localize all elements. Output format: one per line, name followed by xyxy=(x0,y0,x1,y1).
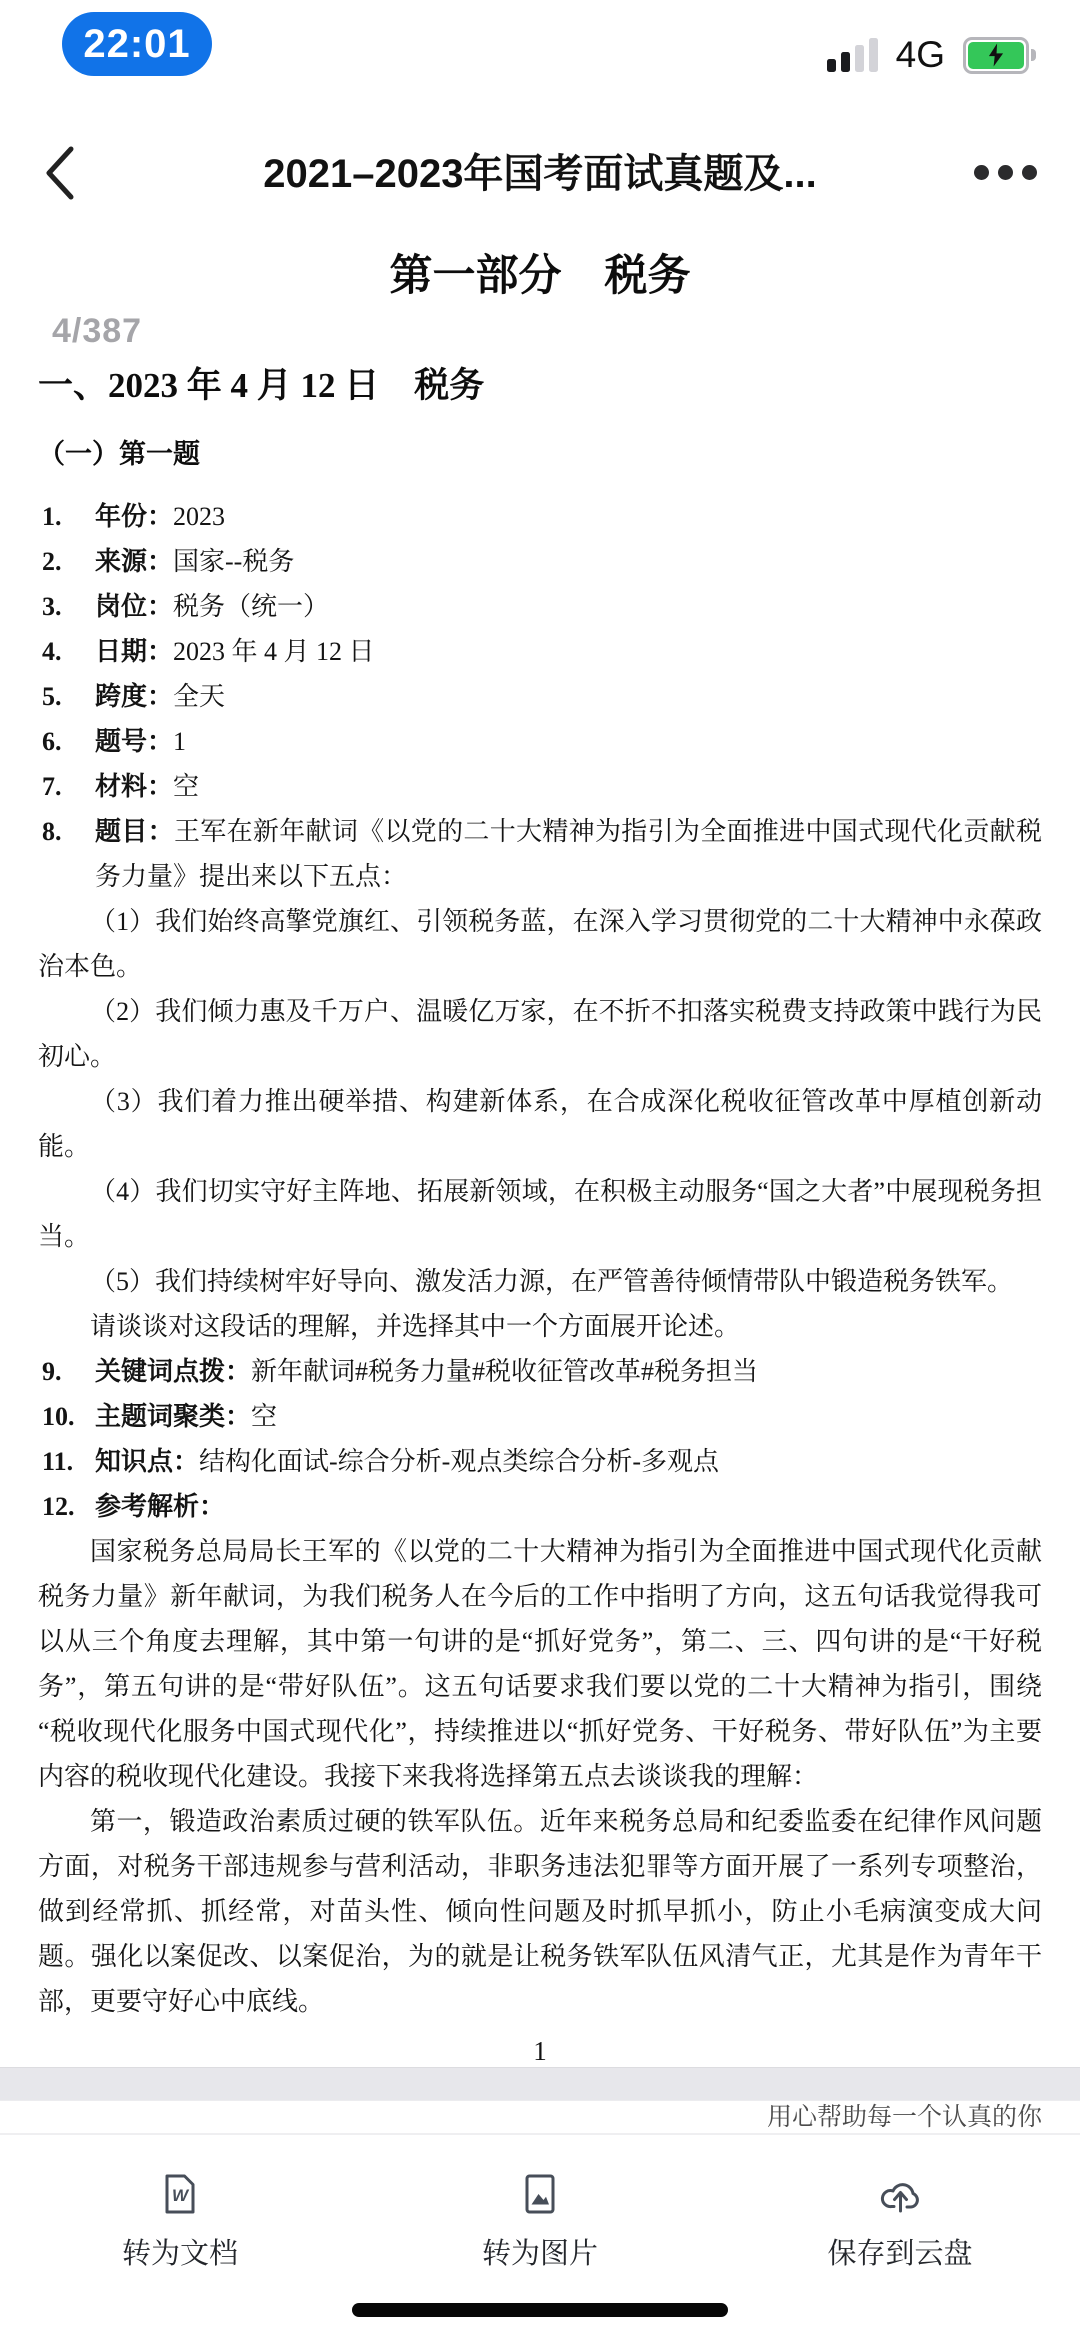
page-indicator-badge: 4/387 xyxy=(52,312,143,350)
question-point: （1）我们始终高擎党旗红、引领税务蓝，在深入学习贯彻党的二十大精神中永葆政治本色。 xyxy=(38,907,1042,981)
back-button[interactable] xyxy=(30,138,90,208)
analysis-paragraph: 国家税务总局局长王军的《以党的二十大精神为指引为全面推进中国式现代化贡献税务力量》新年献词，为我们税务人在今后的工作中指明了方向，这五句话我觉得我可以从三个角度去理解，其中第一句讲的是“抓好党务”，第二、三、四句讲的是“干好税务”，第五句讲的是“带好队伍”。这五句话要求我们要以党的二十大精神为指引，围绕“税收现代化服务中国式现代化”，持续推进以“抓好党务、干好税务、带好队伍”为主要内容的税收现代化建设。我接下来我将选择第五点去谈谈我的理解： xyxy=(38,1537,1042,1791)
list-item: 5. 跨度：全天 xyxy=(42,681,226,711)
nav-bar xyxy=(0,110,1080,234)
ellipsis-icon xyxy=(974,165,989,180)
list-item: 12. 参考解析： xyxy=(42,1491,226,1521)
list-item: 1. 年份：2023 xyxy=(42,501,226,531)
lightning-bolt-icon xyxy=(986,43,1006,67)
question-point: （5）我们持续树牢好导向、激发活力源，在严管善待倾情带队中锻造税务铁军。 xyxy=(90,1267,1014,1296)
part-heading: 第一部分 税务 xyxy=(389,252,691,300)
analysis-paragraph: 第一，锻造政治素质过硬的铁军队伍。近年来税务总局和纪委监委在纪律作风问题方面，对税务干部违规参与营利活动，非职务违法犯罪等方面开展了一系列专项整治，做到经常抓、抓经常，对苗头性、倾向性问题及时抓早抓小，防止小毛病演变成大问题。强化以案促改、以案促治，为的就是让税务铁军队伍风清气正，尤其是作为青年干部，更要守好心中底线。 xyxy=(38,1807,1042,2016)
section-heading: 一、2023 年 4 月 12 日 税务 xyxy=(38,366,485,405)
more-options-button[interactable] xyxy=(970,150,1040,194)
list-item: 4. 日期：2023 年 4 月 12 日 xyxy=(42,636,375,666)
save-to-cloud-button[interactable] xyxy=(720,2135,1080,2337)
battery-charging-icon xyxy=(963,37,1036,74)
svg-text:W: W xyxy=(171,2186,189,2205)
status-time: 22:01 xyxy=(83,21,191,66)
list-item: 8. 题目：王军在新年献词《以党的二十大精神为指引为全面推进中国式现代化贡献税务力量》提出来以下五点： xyxy=(42,816,1042,891)
question-point: （4）我们切实守好主阵地、拓展新领域，在积极主动服务“国之大者”中展现税务担当。 xyxy=(38,1177,1042,1251)
chevron-left-icon xyxy=(43,143,77,203)
word-document-icon xyxy=(157,2171,203,2217)
list-item: 11. 知识点：结构化面试-综合分析-观点类综合分析-多观点 xyxy=(42,1446,719,1476)
question-point: （2）我们倾力惠及千万户、温暖亿万家，在不折不扣落实税费支持政策中践行为民初心。 xyxy=(38,997,1042,1071)
tool-button-label: 转为文档 xyxy=(121,2238,238,2270)
image-picture-icon xyxy=(517,2171,563,2217)
question-point: （3）我们着力推出硬举措、构建新体系，在合成深化税收征管改革中厚植创新动能。 xyxy=(38,1087,1042,1161)
question-prompt: 请谈谈对这段话的理解，并选择其中一个方面展开论述。 xyxy=(90,1312,741,1341)
home-indicator[interactable] xyxy=(352,2303,728,2317)
document-title: 2021–2023年国考面试真题及... xyxy=(263,151,817,196)
list-item: 7. 材料：空 xyxy=(42,771,200,801)
status-right-cluster xyxy=(827,34,1036,76)
tool-button-label: 转为图片 xyxy=(481,2238,598,2270)
convert-to-document-button[interactable] xyxy=(0,2135,360,2337)
tool-button-label: 保存到云盘 xyxy=(827,2238,973,2270)
list-item: 10. 主题词聚类：空 xyxy=(42,1401,278,1431)
list-item: 2. 来源：国家--税务 xyxy=(42,546,295,576)
document-page[interactable] xyxy=(0,232,1080,2131)
question-sub-heading: （一）第一题 xyxy=(38,439,200,469)
list-item: 6. 题号：1 xyxy=(42,726,187,756)
list-item: 3. 岗位：税务（统一） xyxy=(42,591,330,621)
page-number: 1 xyxy=(533,2036,547,2066)
network-type-label: 4G xyxy=(895,34,945,75)
page-gap-divider xyxy=(0,2067,1080,2101)
time-pill xyxy=(62,12,212,76)
cloud-upload-icon xyxy=(877,2171,923,2217)
ellipsis-icon xyxy=(1022,165,1037,180)
watermark-text: 用心帮助每一个认真的你 xyxy=(766,2104,1042,2131)
list-item: 9. 关键词点拨：新年献词#税务力量#税收征管改革#税务担当 xyxy=(42,1356,759,1386)
status-bar xyxy=(0,0,1080,110)
document-body xyxy=(38,494,1042,2137)
ellipsis-icon xyxy=(998,165,1013,180)
cellular-signal-icon xyxy=(827,38,878,72)
